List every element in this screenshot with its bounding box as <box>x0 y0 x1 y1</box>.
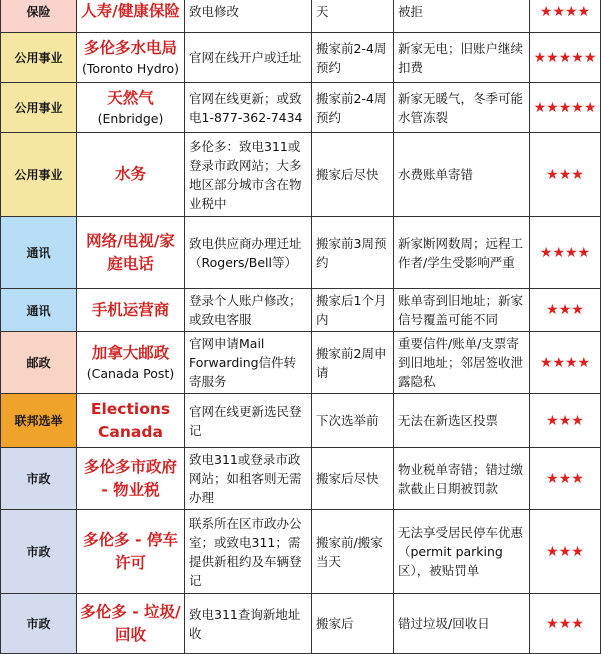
item-name: 天然气 <box>107 89 154 107</box>
importance-stars: ★★★ <box>530 510 601 594</box>
item-cell <box>77 394 185 448</box>
timing-cell: 搬家前2-4周预约 <box>312 33 394 83</box>
impact-cell: 新家断网数周；远程工作者/学生受影响严重 <box>394 217 530 289</box>
method-cell: 多伦多：致电311或登录市政网站；大多地区部分城市含在物业税中 <box>185 133 312 217</box>
impact-cell: 被拒 <box>394 0 530 33</box>
timing-cell: 搬家后尽快 <box>312 448 394 510</box>
item-name: 手机运营商 <box>91 300 170 319</box>
timing-cell: 搬家前3周预约 <box>312 217 394 289</box>
table-row <box>1 332 601 394</box>
table-body <box>1 0 601 654</box>
impact-cell: 新家无电；旧账户继续扣费 <box>394 33 530 83</box>
item-cell <box>77 510 185 594</box>
method-cell: 官网在线开户或迁址 <box>185 33 312 83</box>
table-row <box>1 0 601 33</box>
importance-stars: ★★★ <box>530 448 601 510</box>
item-english-name: (Canada Post) <box>86 366 175 381</box>
item-english-name: (Toronto Hydro) <box>81 61 180 76</box>
item-cell <box>77 133 185 217</box>
item-cell <box>77 0 185 33</box>
table-row <box>1 33 601 83</box>
item-name: 多伦多市政府 - 物业税 <box>83 457 177 499</box>
category-cell: 保险 <box>1 0 77 33</box>
table-row <box>1 133 601 217</box>
impact-cell: 错过垃圾/回收日 <box>394 594 530 654</box>
item-name: 网络/电视/家庭电话 <box>86 231 175 273</box>
item-name: 人寿/健康保险 <box>81 2 180 20</box>
method-cell: 联系所在区市政办公室；或致电311；需提供新租约及车辆登记 <box>185 510 312 594</box>
table-row <box>1 217 601 289</box>
item-cell <box>77 217 185 289</box>
category-cell: 市政 <box>1 510 77 594</box>
item-name: Elections Canada <box>90 399 171 441</box>
timing-cell: 搬家后 <box>312 594 394 654</box>
category-cell: 市政 <box>1 448 77 510</box>
item-cell <box>77 289 185 332</box>
importance-stars: ★★★ <box>530 394 601 448</box>
method-cell: 官网申请Mail Forwarding信件转寄服务 <box>185 332 312 394</box>
item-cell <box>77 83 185 133</box>
method-cell: 致电供应商办理迁址（Rogers/Bell等） <box>185 217 312 289</box>
importance-stars: ★★★ <box>530 289 601 332</box>
category-cell: 公用事业 <box>1 33 77 83</box>
importance-stars: ★★★★ <box>530 332 601 394</box>
importance-stars: ★★★★ <box>530 0 601 33</box>
importance-stars: ★★★★ <box>530 217 601 289</box>
item-cell <box>77 594 185 654</box>
category-cell: 通讯 <box>1 217 77 289</box>
impact-cell: 水费账单寄错 <box>394 133 530 217</box>
impact-cell: 新家无暖气，冬季可能水管冻裂 <box>394 83 530 133</box>
table-row <box>1 448 601 510</box>
impact-cell: 物业税单寄错；错过缴款截止日期被罚款 <box>394 448 530 510</box>
item-name: 水务 <box>114 165 146 183</box>
timing-cell: 下次选举前 <box>312 394 394 448</box>
item-name: 加拿大邮政 <box>91 344 170 362</box>
importance-stars: ★★★ <box>530 594 601 654</box>
method-cell: 官网在线更新选民登记 <box>185 394 312 448</box>
method-cell: 致电311查询新地址收 <box>185 594 312 654</box>
table-row <box>1 394 601 448</box>
impact-cell: 账单寄到旧地址；新家信号覆盖可能不同 <box>394 289 530 332</box>
timing-cell: 搬家前/搬家当天 <box>312 510 394 594</box>
impact-cell: 重要信件/账单/支票寄到旧地址；邻居签收泄露隐私 <box>394 332 530 394</box>
table-row <box>1 83 601 133</box>
timing-cell: 搬家前2-4周预约 <box>312 83 394 133</box>
method-cell: 官网在线更新；或致电1-877-362-7434 <box>185 83 312 133</box>
method-cell: 致电修改 <box>185 0 312 33</box>
item-english-name: (Enbridge) <box>97 111 164 126</box>
method-cell: 致电311或登录市政网站；如租客则无需办理 <box>185 448 312 510</box>
importance-stars: ★★★ <box>530 133 601 217</box>
timing-cell: 天 <box>312 0 394 33</box>
table-row <box>1 289 601 332</box>
item-name: 多伦多 - 停车许可 <box>83 530 178 572</box>
impact-cell: 无法享受居民停车优惠（permit parking区），被贴罚单 <box>394 510 530 594</box>
importance-stars: ★★★★★ <box>530 33 601 83</box>
importance-stars: ★★★★★ <box>530 83 601 133</box>
table-row <box>1 510 601 594</box>
item-cell <box>77 332 185 394</box>
category-cell: 邮政 <box>1 332 77 394</box>
item-cell <box>77 448 185 510</box>
category-cell: 市政 <box>1 594 77 654</box>
category-cell: 通讯 <box>1 289 77 332</box>
category-cell: 公用事业 <box>1 133 77 217</box>
item-cell <box>77 33 185 83</box>
table-row <box>1 594 601 654</box>
timing-cell: 搬家后尽快 <box>312 133 394 217</box>
category-cell: 联邦选举 <box>1 394 77 448</box>
item-name: 多伦多水电局 <box>83 39 177 57</box>
impact-cell: 无法在新选区投票 <box>394 394 530 448</box>
timing-cell: 搬家前2周申请 <box>312 332 394 394</box>
item-name: 多伦多 - 垃圾/回收 <box>80 602 181 644</box>
category-cell: 公用事业 <box>1 83 77 133</box>
timing-cell: 搬家后1个月内 <box>312 289 394 332</box>
method-cell: 登录个人账户修改；或致电客服 <box>185 289 312 332</box>
